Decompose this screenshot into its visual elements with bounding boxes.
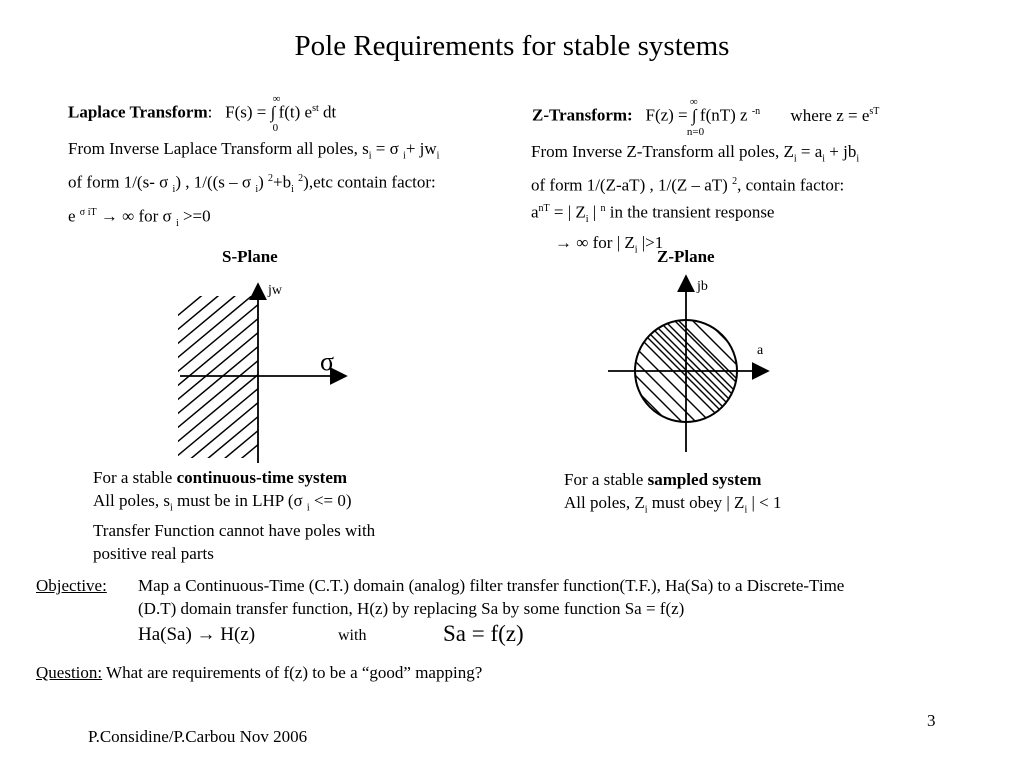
laplace-formula: Laplace Transform: F(s) = ∫ ∞ 0 f(t) $e^{st}$ dt xyxy=(68,97,336,124)
splane-jw-label: jw xyxy=(268,283,282,298)
objective-with: with xyxy=(338,627,367,644)
ztransform-description: From Inverse Z-Transform all poles, $Z_i = a_i + jb_i$ of form 1/(Z-aT) , 1/(Z – aT) $^2$, contain factor: $a^{nT}$ = | $Z_i$ | $^n$ in the transient response → ∞ for | $Z_i$ |>1 xyxy=(531,142,860,256)
page-number: 3 xyxy=(927,711,936,730)
unit-circle-hatching xyxy=(600,270,780,460)
objective-mapping: Ha(Sa) → H(z) xyxy=(138,624,256,645)
zplane-diagram xyxy=(600,270,780,460)
laplace-upper-limit: ∞ xyxy=(272,92,281,105)
question-text: What are requirements of f(z) to be a “good” mapping? xyxy=(102,663,483,682)
zplane-jb-label: jb xyxy=(697,279,708,294)
laplace-label: Laplace Transform xyxy=(68,102,208,122)
question-label: Question: xyxy=(36,663,103,682)
laplace-description: From Inverse Laplace Transform all poles, $s_i = \sigma$ $_i+ jw_i$ of form 1/(s- σ $_i$) , 1/((s – σ $_i$) $^2+b_i$ $^2$),etc contain factor: e $^{\sigma iT}$ → ∞ for σ $_i$ >=0 xyxy=(68,139,440,230)
ztransform-where: where z = e xyxy=(790,105,870,125)
splane-caption: For a stable continuous-time system All poles, $s_i$ must be in LHP (σ $_i$ <= 0) Transfer Function cannot have poles with positive real parts xyxy=(93,468,376,564)
ztransform-sum: ∫ ∞ n=0 xyxy=(686,95,705,138)
objective-sa-eq: Sa = f(z) xyxy=(443,621,524,646)
ztransform-formula: Z-Transform: F(z) = ∫ ∞ n=0 f(nT) z $^{-n}$ where $z = e^{sT}$ xyxy=(532,95,880,138)
splane-sigma-label: σ xyxy=(320,347,335,376)
laplace-integral: ∫ ∞ 0 xyxy=(271,101,279,124)
question xyxy=(36,661,482,684)
laplace-eq-left: F(s) = xyxy=(225,102,271,122)
splane-heading: S-Plane xyxy=(222,247,278,266)
ztransform-label: Z-Transform: xyxy=(532,105,633,125)
laplace-lower-limit: 0 xyxy=(272,121,279,134)
zplane-caption: For a stable sampled system All poles, $Z_i$ must obey | $Z_i$ | < 1 xyxy=(564,470,782,516)
objective-label: Objective: xyxy=(36,576,107,595)
splane-diagram xyxy=(170,278,370,468)
page-title: Pole Requirements for stable systems xyxy=(294,30,730,62)
objective-line1: Map a Continuous-Time (C.T.) domain (analog) filter transfer function(T.F.), Ha(Sa) to a Discrete-Time xyxy=(138,576,845,595)
zplane-heading: Z-Plane xyxy=(657,247,715,266)
objective-line2: (D.T) domain transfer function, H(z) by replacing Sa by some function Sa = f(z) xyxy=(138,599,685,618)
lhp-hatching xyxy=(170,278,290,468)
footer-text: P.Considine/P.Carbou Nov 2006 xyxy=(88,727,308,746)
zplane-a-label: a xyxy=(757,343,764,358)
laplace-integrand: f(t) e xyxy=(278,102,313,122)
